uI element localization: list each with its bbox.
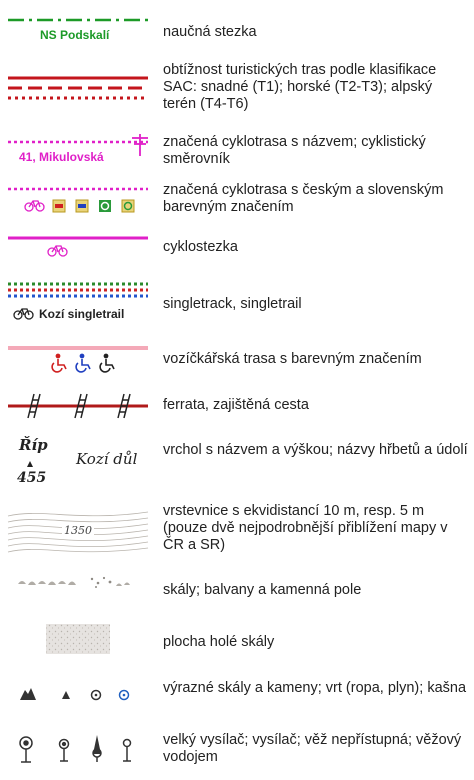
large-transmitter-icon <box>20 737 32 762</box>
green-cycle-mark-icon <box>99 200 111 212</box>
ferrata-description: ferrata, zajištěná cesta <box>163 397 309 413</box>
wheelchair-symbol <box>0 340 155 380</box>
legend-row-towers <box>0 726 474 776</box>
valley-name: Kozí důl <box>76 450 138 468</box>
yellow-cycle-mark-icon <box>122 200 134 212</box>
legend-row-bare-rock <box>0 618 474 662</box>
bare-rock-description: plocha holé skály <box>163 634 275 650</box>
cycle-route-named-symbol <box>0 130 155 175</box>
cyclepath-symbol <box>0 232 155 268</box>
cycle-route-colored-symbol <box>0 182 155 227</box>
wheelchair-blue-icon <box>76 354 90 372</box>
peak-description: vrchol s názvem a výškou; názvy hřbetů a údolí <box>163 442 468 458</box>
educational-trail-name: NS Podskalí <box>40 28 110 42</box>
prominent-rock-icon <box>20 688 36 700</box>
contours-symbol <box>0 502 155 562</box>
towers-description: velký vysílač; vysílač; věž nepřístupná; věžový vodojem <box>163 732 462 765</box>
landmarks-symbol <box>0 672 155 722</box>
legend-row-contours <box>0 502 474 562</box>
singletrack-symbol <box>0 278 155 328</box>
boulders-icon <box>91 577 130 588</box>
inaccessible-tower-icon <box>93 735 101 762</box>
cycle-route-colored-line <box>0 182 155 227</box>
legend-row-cyclepath <box>0 232 474 268</box>
wheelchair-red-icon <box>52 354 66 372</box>
legend-row-singletrack <box>0 278 474 328</box>
legend-row-peak <box>0 432 474 494</box>
educational-trail-symbol <box>0 10 155 50</box>
fountain-icon <box>120 691 129 700</box>
cycle-signpost-icon <box>132 134 148 156</box>
rock-cliff-icon <box>18 581 76 585</box>
cyclepath-description: cyklostezka <box>163 239 238 255</box>
bare-rock-area <box>0 618 155 662</box>
rocks-description: skály; balvany a kamenná pole <box>163 582 362 598</box>
cycle-route-name: 41, Mikulovská <box>19 150 104 164</box>
wheelchair-description: vozíčkářská trasa s barevným značením <box>163 351 422 367</box>
peak-symbol <box>0 432 155 494</box>
cycle-route-colored-description: značená cyklotrasa s českým a slovenským barevným značením <box>163 182 444 215</box>
legend-row-cycle-route-named <box>0 130 474 175</box>
contour-elevation-label: 1350 <box>64 524 92 537</box>
legend-row-ferrata <box>0 388 474 424</box>
wheelchair-line <box>0 340 155 380</box>
bicycle-icon <box>14 309 33 319</box>
rocks-symbol <box>0 570 155 610</box>
contours-description: vrstevnice s ekvidistancí 10 m, resp. 5 m (pouze dvě nejpodrobnější přiblížení mapy v ČR a SR) <box>163 503 448 553</box>
ferrata-symbol <box>0 388 155 424</box>
water-tower-icon <box>123 740 131 762</box>
sac-difficulty-symbol <box>0 58 155 118</box>
bicycle-icon <box>48 246 67 256</box>
educational-trail-description: naučná stezka <box>163 24 257 40</box>
legend-row-wheelchair <box>0 340 474 380</box>
wheelchair-black-icon <box>100 354 114 372</box>
rocks-graphic <box>0 570 155 610</box>
bare-rock-symbol <box>0 618 155 662</box>
legend-row-landmarks <box>0 672 474 722</box>
towers-graphic <box>0 726 155 776</box>
singletrack-name: Kozí singletrail <box>39 307 125 321</box>
landmarks-graphic <box>0 672 155 722</box>
legend-row-rocks <box>0 570 474 610</box>
sac-difficulty-lines <box>0 58 155 118</box>
peak-name: Říp <box>19 436 48 454</box>
sac-difficulty-description: obtížnost turistických tras podle klasifikace SAC: snadné (T1); horské (T2-T3); alpský terén (T4-T6) <box>163 62 437 112</box>
ferrata-line <box>0 388 155 424</box>
legend-row-cycle-route-colored <box>0 182 474 227</box>
bicycle-icon <box>25 201 44 211</box>
drill-well-icon <box>92 691 101 700</box>
towers-symbol <box>0 726 155 776</box>
legend-row-educational-trail <box>0 10 474 50</box>
legend-row-sac-difficulty <box>0 58 474 118</box>
red-cycle-mark-icon <box>53 200 65 212</box>
landmarks-description: výrazné skály a kameny; vrt (ropa, plyn); kašna <box>163 680 467 696</box>
cycle-route-named-description: značená cyklotrasa s názvem; cyklistický směrovník <box>163 134 426 167</box>
stone-icon <box>62 691 70 699</box>
cyclepath-line <box>0 232 155 268</box>
transmitter-icon <box>60 740 69 762</box>
blue-cycle-mark-icon <box>76 200 88 212</box>
peak-height: 455 <box>17 470 47 486</box>
singletrack-description: singletrack, singletrail <box>163 296 302 312</box>
